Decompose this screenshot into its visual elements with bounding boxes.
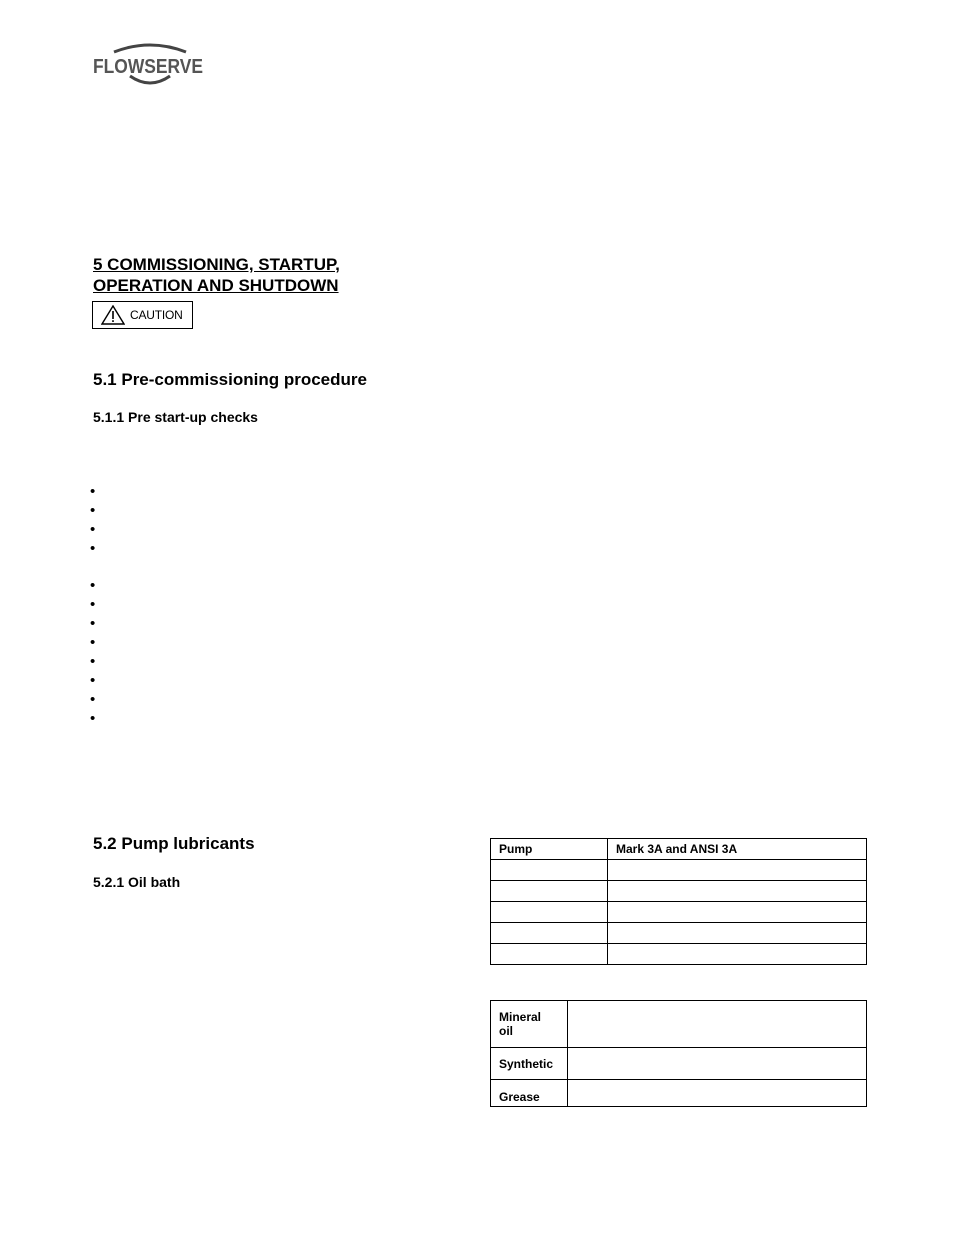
lubricant-table [490,1000,867,1107]
table-cell [491,860,608,881]
table-row [491,902,867,923]
lubricant-label-line1: Grease [499,1090,540,1104]
table-row [491,1080,867,1107]
flowserve-logo [92,40,208,88]
chapter-title-line1: 5 COMMISSIONING, STARTUP, [93,255,340,274]
bullet-point: • [90,596,96,613]
table-header-cell: Pump [491,839,608,860]
bullet-point: • [90,672,96,689]
lubricant-label-line1: Synthetic [499,1056,554,1071]
table-cell [608,860,867,881]
table-row [491,860,867,881]
flowserve-logo-graphic [92,40,208,88]
pump-table [490,838,867,965]
lubricant-label-line1: Mineral [499,1010,542,1024]
lubricant-label-line2: oil [499,1024,513,1038]
chapter-title [93,254,413,296]
warning-triangle-icon [101,305,125,325]
bullet-point: • [90,577,96,594]
bullet-point: • [90,634,96,651]
table-row [491,944,867,965]
table-cell [608,944,867,965]
table-cell [608,881,867,902]
section-5-2-heading: 5.2 Pump lubricants [93,834,255,853]
table-cell [608,902,867,923]
bullet-point: • [90,502,96,519]
table-row [491,1001,867,1048]
lubricant-value-cell [568,1048,867,1080]
table-header-row [491,839,867,860]
table-cell [491,944,608,965]
table-cell [491,881,608,902]
bullet-point: • [90,691,96,708]
table-cell [608,923,867,944]
table-row [491,1048,867,1080]
caution-label: CAUTION [130,308,183,322]
lubricant-label-cell [491,1001,568,1048]
bullet-point: • [90,483,96,500]
lubricant-value-cell [568,1080,867,1107]
caution-badge [92,301,193,329]
table-row [491,881,867,902]
chapter-title-line2: OPERATION AND SHUTDOWN [93,276,339,295]
section-5-1-1-heading: 5.1.1 Pre start-up checks [93,409,258,425]
lubricant-label-cell [491,1080,568,1107]
section-5-2-1-heading: 5.2.1 Oil bath [93,874,181,890]
lubricant-label-cell [491,1048,568,1080]
lubricant-value-cell [568,1001,867,1048]
bullet-point: • [90,710,96,727]
table-cell [491,923,608,944]
svg-text:FLOWSERVE: FLOWSERVE [93,56,203,78]
table-header-cell: Mark 3A and ANSI 3A [608,839,867,860]
section-5-1-heading: 5.1 Pre-commissioning procedure [93,370,367,389]
bullet-point: • [90,540,96,557]
bullet-point: • [90,521,96,538]
bullet-point: • [90,653,96,670]
table-row [491,923,867,944]
bullet-point: • [90,615,96,632]
table-cell [491,902,608,923]
